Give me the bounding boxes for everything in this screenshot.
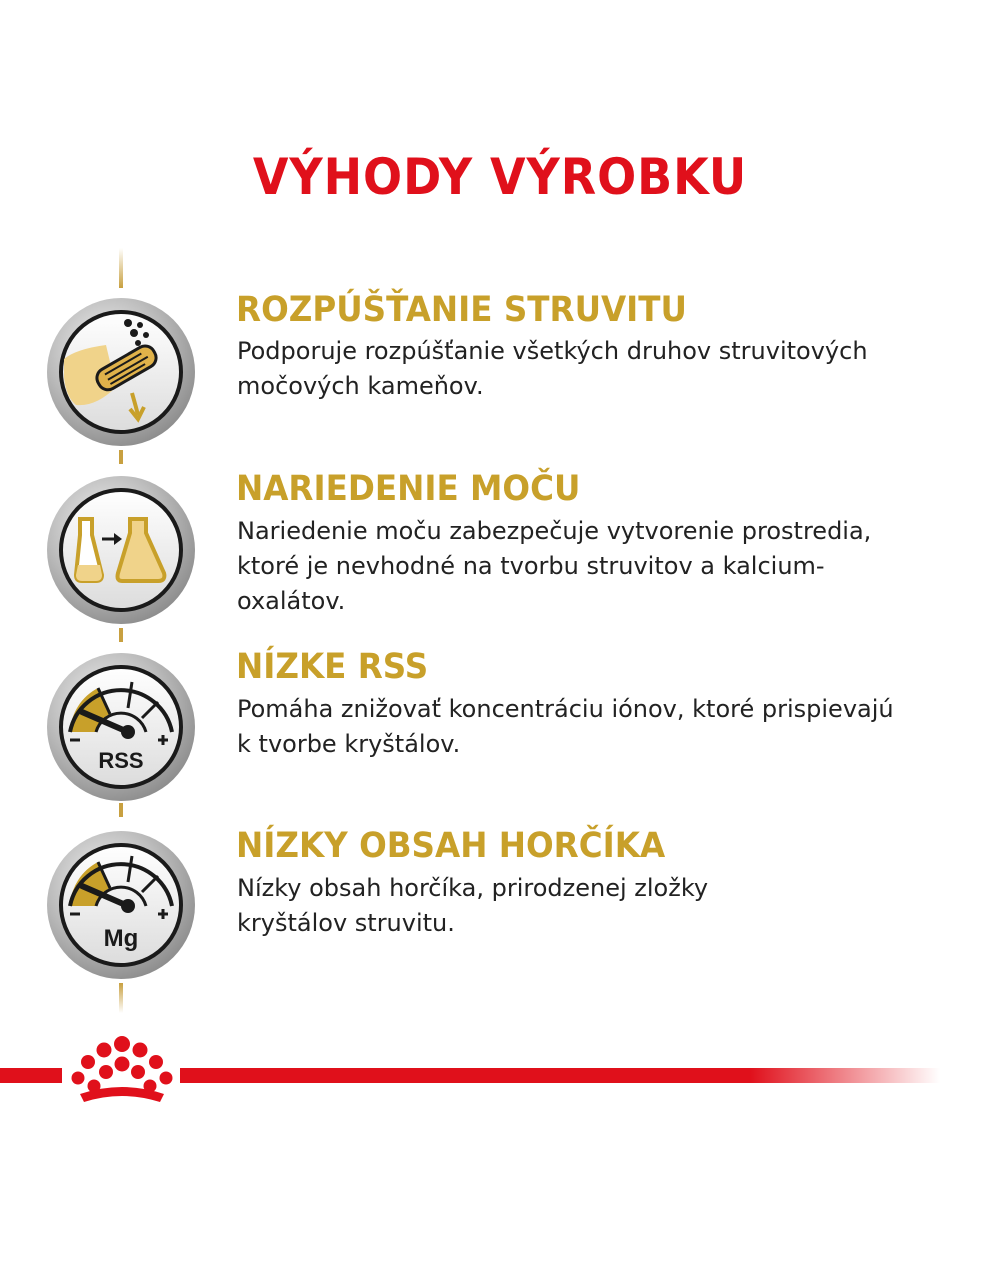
royal-canin-crown-logo (66, 1030, 178, 1110)
feature-title: NARIEDENIE MOČU (236, 469, 581, 509)
feature-title: NÍZKY OBSAH HORČÍKA (236, 826, 666, 866)
gauge-label: Mg (103, 925, 139, 952)
footer-divider-right (180, 1068, 940, 1083)
page-title: VÝHODY VÝROBKU (252, 148, 748, 206)
feature-title: ROZPÚŠŤANIE STRUVITU (236, 290, 687, 330)
feature-description: Podporuje rozpúšťanie všetkých druhov struvitových močových kameňov. (237, 337, 868, 400)
feature-description: Nariedenie moču zabezpečuje vytvorenie prostredia, ktoré je nevhodné na tvorbu struvitov a kalcium- oxalátov. (237, 517, 872, 615)
struvite-dissolution-icon (46, 297, 196, 447)
urine-dilution-icon (46, 475, 196, 625)
rss-gauge-icon (46, 652, 196, 802)
feature-title: NÍZKE RSS (236, 647, 429, 687)
feature-description: Nízky obsah horčíka, prirodzenej zložky kryštálov struvitu. (237, 874, 709, 937)
magnesium-gauge-icon (46, 830, 196, 980)
footer-divider-left (0, 1068, 62, 1083)
gauge-label: RSS (98, 748, 144, 773)
feature-description: Pomáha znižovať koncentráciu iónov, ktoré prispievajú k tvorbe kryštálov. (237, 695, 894, 758)
